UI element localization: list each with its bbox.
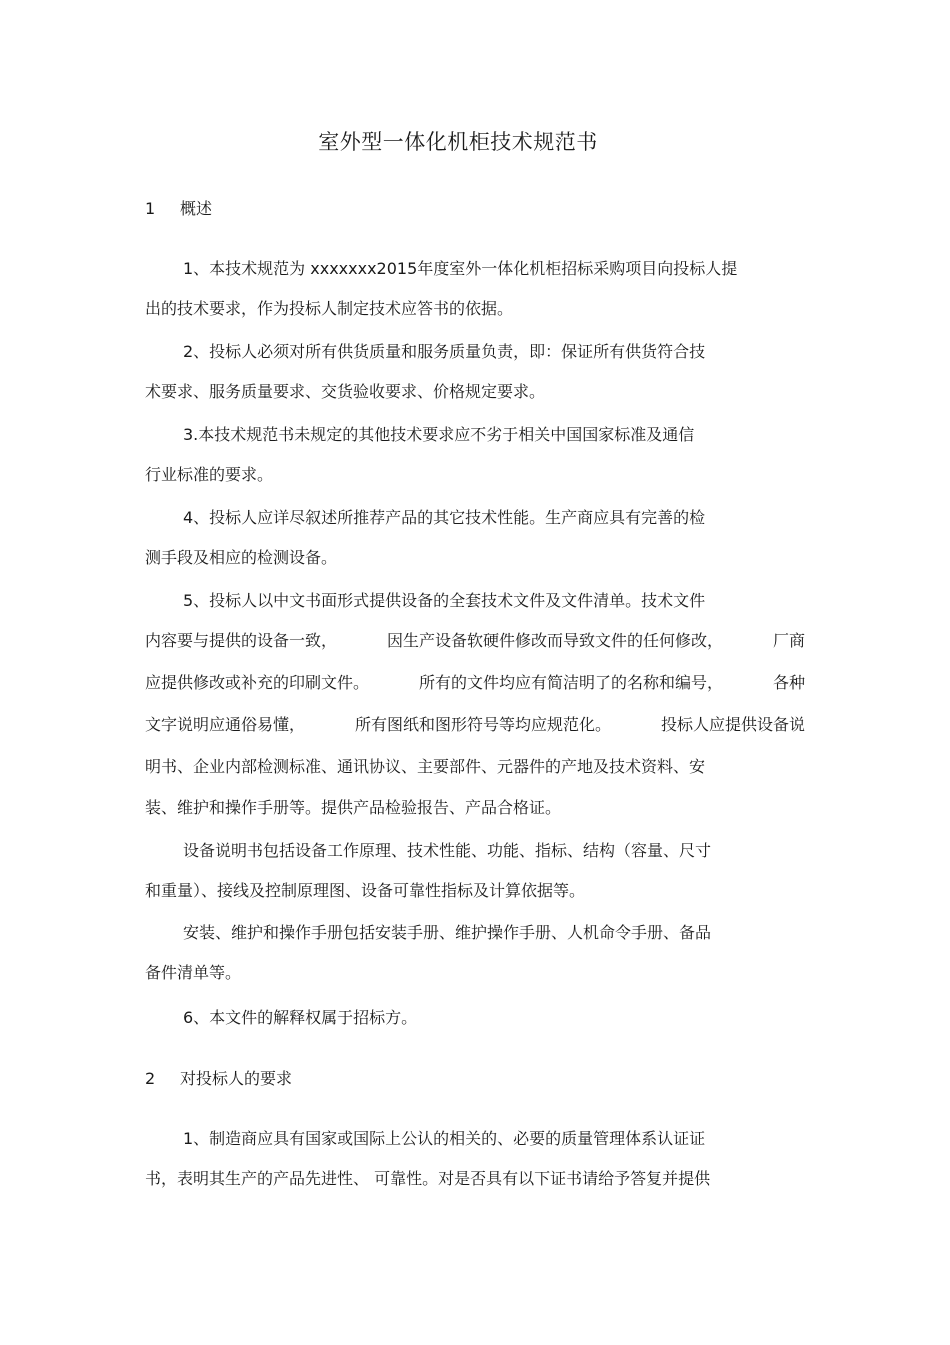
text-segment: 所有的文件均应有简洁明了的名称和编号， — [418, 673, 723, 692]
paragraph-line-justified — [145, 672, 805, 694]
paragraph-line: 6、本文件的解释权属于招标方。 — [183, 1008, 418, 1027]
paragraph-line: 书，表明其生产的产品先进性、 可靠性。对是否具有以下证书请给予答复并提供 — [145, 1169, 711, 1188]
paragraph-line: 术要求、服务质量要求、交货验收要求、价格规定要求。 — [145, 382, 546, 401]
text-segment: 文字说明应通俗易懂， — [145, 715, 306, 734]
paragraph-line: 明书、企业内部检测标准、通讯协议、主要部件、元器件的产地及技术资料、安 — [145, 757, 706, 776]
paragraph-line: 备件清单等。 — [145, 963, 242, 982]
text-segment: 厂商 — [772, 631, 805, 650]
section-title: 对投标人的要求 — [180, 1069, 293, 1088]
section-title: 概述 — [180, 199, 213, 218]
paragraph-line: 1、本技术规范为 xxxxxxx2015年度室外一体化机柜招标采购项目向投标人提 — [183, 259, 738, 278]
text-segment: 应提供修改或补充的印刷文件。 — [145, 673, 370, 692]
paragraph-line: 和重量）、接线及控制原理图、设备可靠性指标及计算依据等。 — [145, 881, 586, 900]
paragraph-line: 装、维护和操作手册等。提供产品检验报告、产品合格证。 — [145, 798, 562, 817]
text-segment: 所有图纸和图形符号等均应规范化。 — [354, 715, 611, 734]
paragraph-line: 2、投标人必须对所有供货质量和服务质量负责，即：保证所有供货符合技 — [183, 342, 706, 361]
section-number: 2 — [145, 1069, 156, 1088]
paragraph-line: 出的技术要求，作为投标人制定技术应答书的依据。 — [145, 299, 514, 318]
paragraph-line: 5、投标人以中文书面形式提供设备的全套技术文件及文件清单。技术文件 — [183, 591, 706, 610]
paragraph-line: 3.本技术规范书未规定的其他技术要求应不劣于相关中国国家标准及通信 — [183, 425, 695, 444]
section-number: 1 — [145, 199, 156, 218]
document-title: 室外型一体化机柜技术规范书 — [318, 130, 598, 154]
paragraph-line: 1、制造商应具有国家或国际上公认的相关的、必要的质量管理体系认证证 — [183, 1129, 706, 1148]
text-segment: 各种 — [772, 673, 805, 692]
text-segment: 投标人应提供设备说 — [660, 715, 805, 734]
section-2-heading — [145, 1068, 292, 1090]
paragraph-line: 设备说明书包括设备工作原理、技术性能、功能、指标、结构（容量、尺寸 — [183, 841, 712, 860]
paragraph-line: 行业标准的要求。 — [145, 465, 274, 484]
paragraph-line: 测手段及相应的检测设备。 — [145, 548, 338, 567]
paragraph-line-justified — [145, 630, 805, 652]
text-segment: 内容要与提供的设备一致， — [145, 631, 338, 650]
paragraph-line-justified — [145, 714, 805, 736]
section-1-heading — [145, 198, 212, 220]
text-segment: 因生产设备软硬件修改而导致文件的任何修改， — [386, 631, 723, 650]
paragraph-line: 4、投标人应详尽叙述所推荐产品的其它技术性能。生产商应具有完善的检 — [183, 508, 706, 527]
paragraph-line: 安装、维护和操作手册包括安装手册、维护操作手册、人机命令手册、备品 — [183, 923, 712, 942]
